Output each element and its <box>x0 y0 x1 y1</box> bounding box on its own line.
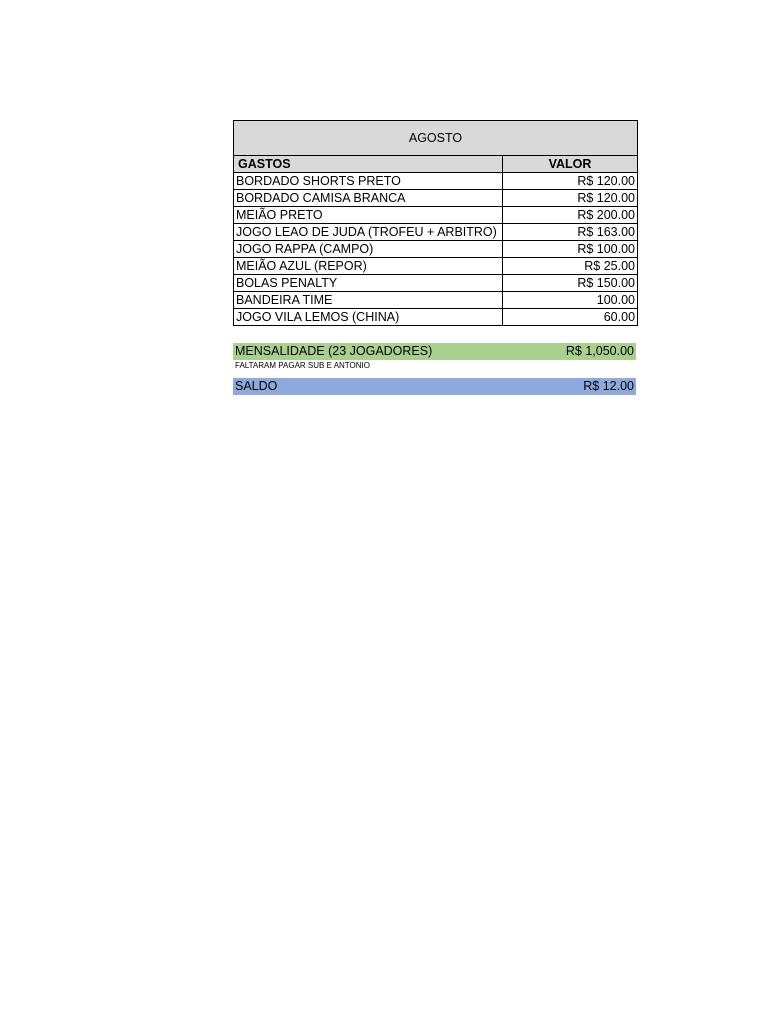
saldo-label: SALDO <box>235 379 278 393</box>
saldo-value: R$ 12.00 <box>583 379 634 393</box>
mensalidade-row[interactable] <box>233 343 636 360</box>
table-row <box>234 275 638 292</box>
saldo-row[interactable] <box>233 378 636 395</box>
expense-item-cell[interactable]: MEIÃO AZUL (REPOR) <box>234 258 503 275</box>
table-row <box>234 292 638 309</box>
expense-value-cell[interactable]: R$ 100.00 <box>503 241 638 258</box>
expense-item-cell[interactable]: BORDADO SHORTS PRETO <box>234 173 503 190</box>
expense-item-cell[interactable]: JOGO RAPPA (CAMPO) <box>234 241 503 258</box>
table-row <box>234 258 638 275</box>
expense-item-cell[interactable]: JOGO LEAO DE JUDA (TROFEU + ARBITRO) <box>234 224 503 241</box>
summary-section <box>233 343 636 395</box>
spreadsheet <box>233 120 637 395</box>
expense-value-cell[interactable]: 100.00 <box>503 292 638 309</box>
expense-item-cell[interactable]: BORDADO CAMISA BRANCA <box>234 190 503 207</box>
expense-value-cell[interactable]: R$ 200.00 <box>503 207 638 224</box>
table-row <box>234 207 638 224</box>
payment-note[interactable]: FALTARAM PAGAR SUB E ANTONIO <box>235 361 370 370</box>
expenses-table <box>233 120 638 326</box>
table-row <box>234 190 638 207</box>
expense-item-cell[interactable]: JOGO VILA LEMOS (CHINA) <box>234 309 503 326</box>
expense-value-cell[interactable]: 60.00 <box>503 309 638 326</box>
column-header-valor[interactable]: VALOR <box>503 156 638 173</box>
expense-value-cell[interactable]: R$ 25.00 <box>503 258 638 275</box>
expense-value-cell[interactable]: R$ 163.00 <box>503 224 638 241</box>
expense-item-cell[interactable]: MEIÃO PRETO <box>234 207 503 224</box>
mensalidade-label: MENSALIDADE (23 JOGADORES) <box>235 344 433 358</box>
expense-value-cell[interactable]: R$ 150.00 <box>503 275 638 292</box>
expense-item-cell[interactable]: BANDEIRA TIME <box>234 292 503 309</box>
mensalidade-value: R$ 1,050.00 <box>565 344 634 358</box>
table-row <box>234 309 638 326</box>
expense-item-cell[interactable]: BOLAS PENALTY <box>234 275 503 292</box>
table-row <box>234 241 638 258</box>
column-header-gastos[interactable]: GASTOS <box>234 156 503 173</box>
table-row <box>234 224 638 241</box>
expense-value-cell[interactable]: R$ 120.00 <box>503 190 638 207</box>
table-row <box>234 173 638 190</box>
expense-value-cell[interactable]: R$ 120.00 <box>503 173 638 190</box>
table-title[interactable]: AGOSTO <box>234 121 638 156</box>
